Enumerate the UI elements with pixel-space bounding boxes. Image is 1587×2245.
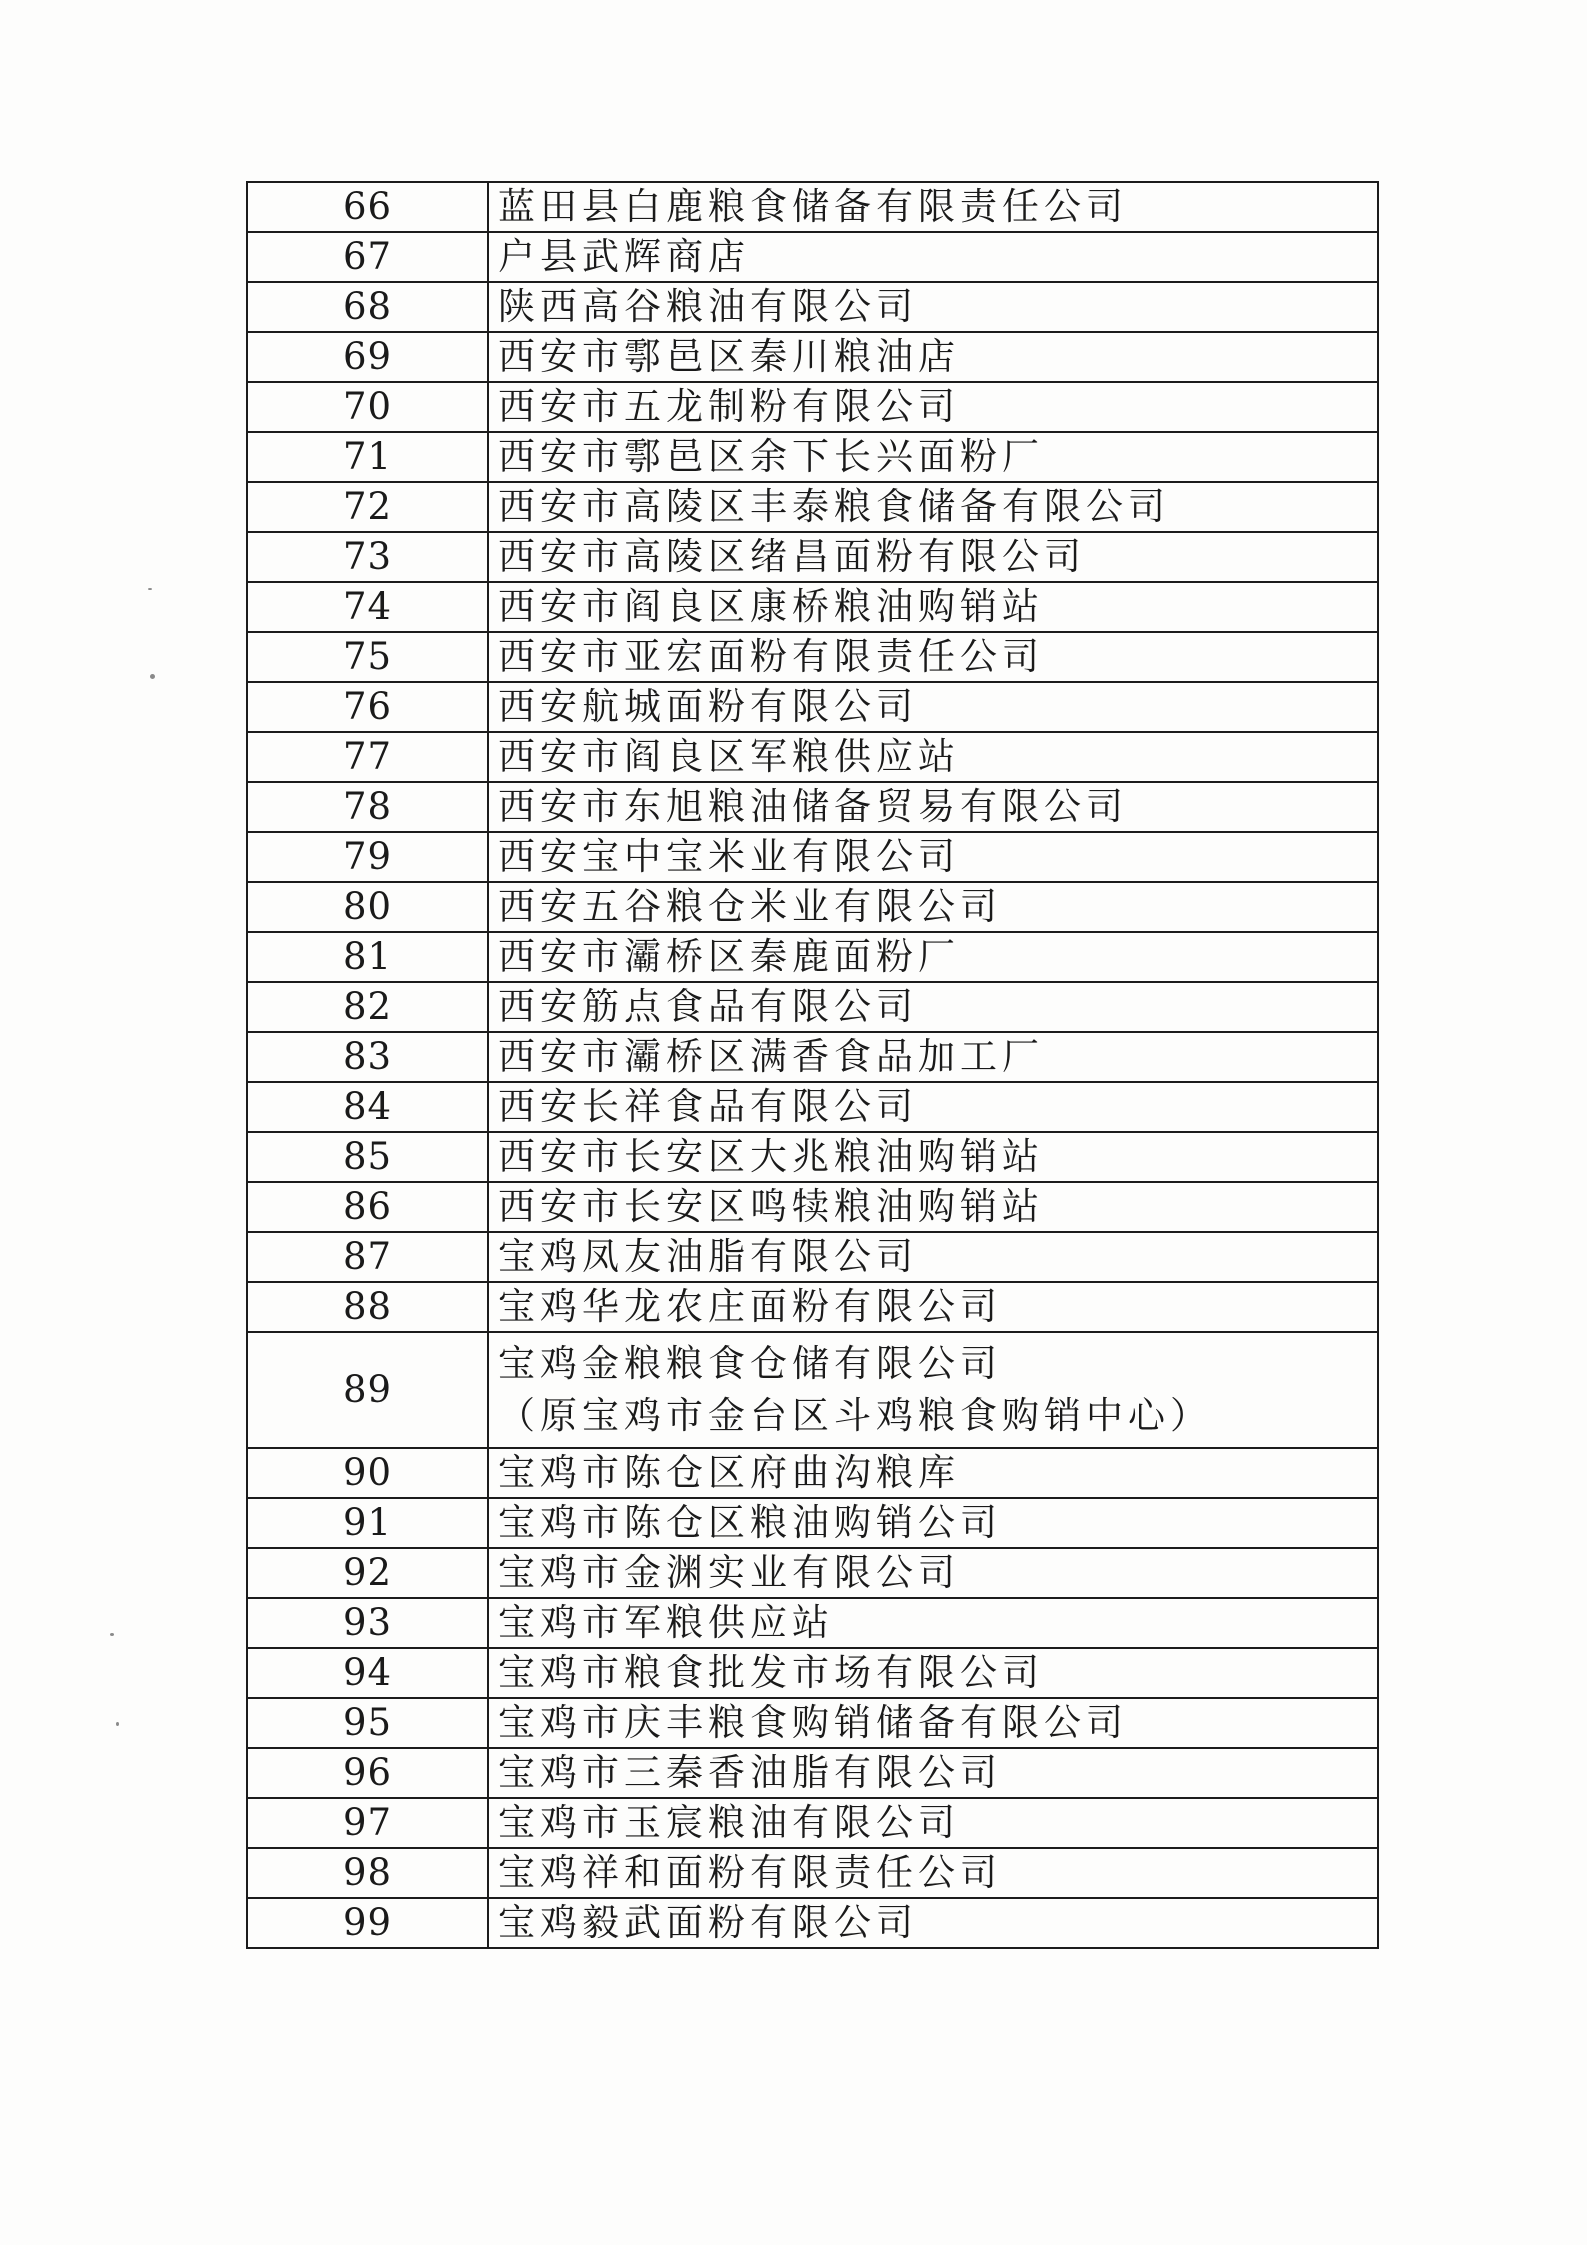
row-number: 77 [247, 732, 488, 782]
company-name: 西安市长安区鸣犊粮油购销站 [498, 1185, 1044, 1228]
row-number: 81 [247, 932, 488, 982]
table-row [247, 582, 1378, 632]
company-name: 宝鸡市陈仓区粮油购销公司 [498, 1501, 1002, 1544]
company-name: 西安航城面粉有限公司 [498, 685, 918, 728]
company-name-cell [488, 782, 1378, 832]
row-number: 67 [247, 232, 488, 282]
company-name: 西安市灞桥区满香食品加工厂 [498, 1035, 1044, 1078]
row-number: 89 [247, 1332, 488, 1448]
table-row [247, 1598, 1378, 1648]
company-name: 宝鸡市金渊实业有限公司 [498, 1551, 960, 1594]
company-name: 蓝田县白鹿粮食储备有限责任公司 [498, 185, 1128, 228]
company-name-cell [488, 1898, 1378, 1948]
company-name: 西安市五龙制粉有限公司 [498, 385, 960, 428]
row-number: 72 [247, 482, 488, 532]
company-name-cell [488, 1082, 1378, 1132]
company-name: 西安市灞桥区秦鹿面粉厂 [498, 935, 960, 978]
row-number: 98 [247, 1848, 488, 1898]
company-name: 西安宝中宝米业有限公司 [498, 835, 960, 878]
row-number: 79 [247, 832, 488, 882]
company-name: 宝鸡凤友油脂有限公司 [498, 1235, 918, 1278]
company-name-cell [488, 982, 1378, 1032]
table-row [247, 382, 1378, 432]
row-number: 92 [247, 1548, 488, 1598]
table-row [247, 432, 1378, 482]
company-name-cell [488, 282, 1378, 332]
company-name: 宝鸡金粮粮食仓储有限公司 [498, 1342, 1002, 1385]
table-row [247, 1748, 1378, 1798]
table-row [247, 732, 1378, 782]
company-name: 西安市鄠邑区秦川粮油店 [498, 335, 960, 378]
table-row [247, 1898, 1378, 1948]
company-name: 宝鸡市庆丰粮食购销储备有限公司 [498, 1701, 1128, 1744]
company-name-cell [488, 1648, 1378, 1698]
company-name: 户县武辉商店 [498, 235, 750, 278]
company-name: 西安市高陵区绪昌面粉有限公司 [498, 535, 1086, 578]
company-name-cell [488, 1132, 1378, 1182]
company-name-cell [488, 1282, 1378, 1332]
company-name: 西安市阎良区军粮供应站 [498, 735, 960, 778]
table-row [247, 1798, 1378, 1848]
table-row [247, 232, 1378, 282]
table-row [247, 882, 1378, 932]
row-number: 88 [247, 1282, 488, 1332]
company-name: 宝鸡市玉宸粮油有限公司 [498, 1801, 960, 1844]
row-number: 66 [247, 182, 488, 232]
company-name-cell [488, 1332, 1378, 1448]
company-name-cell [488, 1182, 1378, 1232]
table-row [247, 932, 1378, 982]
company-name-cell [488, 1598, 1378, 1648]
row-number: 96 [247, 1748, 488, 1798]
row-number: 86 [247, 1182, 488, 1232]
scan-speck [148, 588, 152, 590]
company-name: 西安市鄠邑区余下长兴面粉厂 [498, 435, 1044, 478]
row-number: 95 [247, 1698, 488, 1748]
row-number: 87 [247, 1232, 488, 1282]
company-name: 宝鸡市三秦香油脂有限公司 [498, 1751, 1002, 1794]
company-name: 西安市高陵区丰泰粮食储备有限公司 [498, 485, 1170, 528]
row-number: 76 [247, 682, 488, 732]
company-name: 西安市阎良区康桥粮油购销站 [498, 585, 1044, 628]
row-number: 97 [247, 1798, 488, 1848]
company-name-cell [488, 532, 1378, 582]
scan-speck [110, 1633, 114, 1636]
row-number: 99 [247, 1898, 488, 1948]
company-name: 宝鸡祥和面粉有限责任公司 [498, 1851, 1002, 1894]
company-name: 宝鸡市陈仓区府曲沟粮库 [498, 1451, 960, 1494]
company-name: 西安市长安区大兆粮油购销站 [498, 1135, 1044, 1178]
table-row [247, 782, 1378, 832]
table-row [247, 1548, 1378, 1598]
row-number: 82 [247, 982, 488, 1032]
row-number: 83 [247, 1032, 488, 1082]
company-name-cell [488, 232, 1378, 282]
company-name-cell [488, 1798, 1378, 1848]
table-row [247, 1648, 1378, 1698]
table-row [247, 1698, 1378, 1748]
row-number: 80 [247, 882, 488, 932]
row-number: 78 [247, 782, 488, 832]
company-name-cell [488, 1448, 1378, 1498]
row-number: 69 [247, 332, 488, 382]
table-row [247, 182, 1378, 232]
row-number: 68 [247, 282, 488, 332]
row-number: 75 [247, 632, 488, 682]
company-name-cell [488, 882, 1378, 932]
table-row [247, 282, 1378, 332]
company-name-cell [488, 682, 1378, 732]
row-number: 93 [247, 1598, 488, 1648]
table-row [247, 1032, 1378, 1082]
table-row [247, 1332, 1378, 1448]
company-name: 陕西高谷粮油有限公司 [498, 285, 918, 328]
company-name-cell [488, 832, 1378, 882]
table-row [247, 1132, 1378, 1182]
row-number: 85 [247, 1132, 488, 1182]
company-name: 宝鸡华龙农庄面粉有限公司 [498, 1285, 1002, 1328]
company-name-cell [488, 1698, 1378, 1748]
row-number: 90 [247, 1448, 488, 1498]
table-row [247, 1282, 1378, 1332]
table-row [247, 1082, 1378, 1132]
company-name: （原宝鸡市金台区斗鸡粮食购销中心） [498, 1394, 1212, 1437]
company-name-cell [488, 1748, 1378, 1798]
company-name: 西安长祥食品有限公司 [498, 1085, 918, 1128]
row-number: 70 [247, 382, 488, 432]
company-name-cell [488, 582, 1378, 632]
table-row [247, 632, 1378, 682]
table-row [247, 1182, 1378, 1232]
row-number: 73 [247, 532, 488, 582]
company-name-cell [488, 1032, 1378, 1082]
scan-speck [150, 674, 155, 679]
company-name-cell [488, 382, 1378, 432]
row-number: 94 [247, 1648, 488, 1698]
company-name: 西安五谷粮仓米业有限公司 [498, 885, 1002, 928]
company-name-cell [488, 632, 1378, 682]
table-row [247, 482, 1378, 532]
company-name-cell [488, 732, 1378, 782]
company-name-cell [488, 482, 1378, 532]
company-name-cell [488, 1848, 1378, 1898]
table-row [247, 682, 1378, 732]
company-name-cell [488, 932, 1378, 982]
table-row [247, 332, 1378, 382]
company-name: 宝鸡市粮食批发市场有限公司 [498, 1651, 1044, 1694]
table-row [247, 1498, 1378, 1548]
company-name: 西安筋点食品有限公司 [498, 985, 918, 1028]
company-name-cell [488, 1548, 1378, 1598]
table-row [247, 832, 1378, 882]
table-row [247, 1448, 1378, 1498]
table-body [247, 182, 1378, 1948]
company-name-cell [488, 1498, 1378, 1548]
company-list-table [246, 181, 1379, 1949]
company-name: 西安市东旭粮油储备贸易有限公司 [498, 785, 1128, 828]
row-number: 84 [247, 1082, 488, 1132]
row-number: 74 [247, 582, 488, 632]
company-name-cell [488, 332, 1378, 382]
scan-speck [116, 1722, 119, 1726]
company-name-cell [488, 182, 1378, 232]
company-name: 宝鸡毅武面粉有限公司 [498, 1901, 918, 1944]
company-name: 宝鸡市军粮供应站 [498, 1601, 834, 1644]
table-row [247, 982, 1378, 1032]
table-row [247, 1848, 1378, 1898]
table-row [247, 532, 1378, 582]
table-row [247, 1232, 1378, 1282]
row-number: 71 [247, 432, 488, 482]
row-number: 91 [247, 1498, 488, 1548]
company-name-cell [488, 1232, 1378, 1282]
company-name-cell [488, 432, 1378, 482]
company-name: 西安市亚宏面粉有限责任公司 [498, 635, 1044, 678]
